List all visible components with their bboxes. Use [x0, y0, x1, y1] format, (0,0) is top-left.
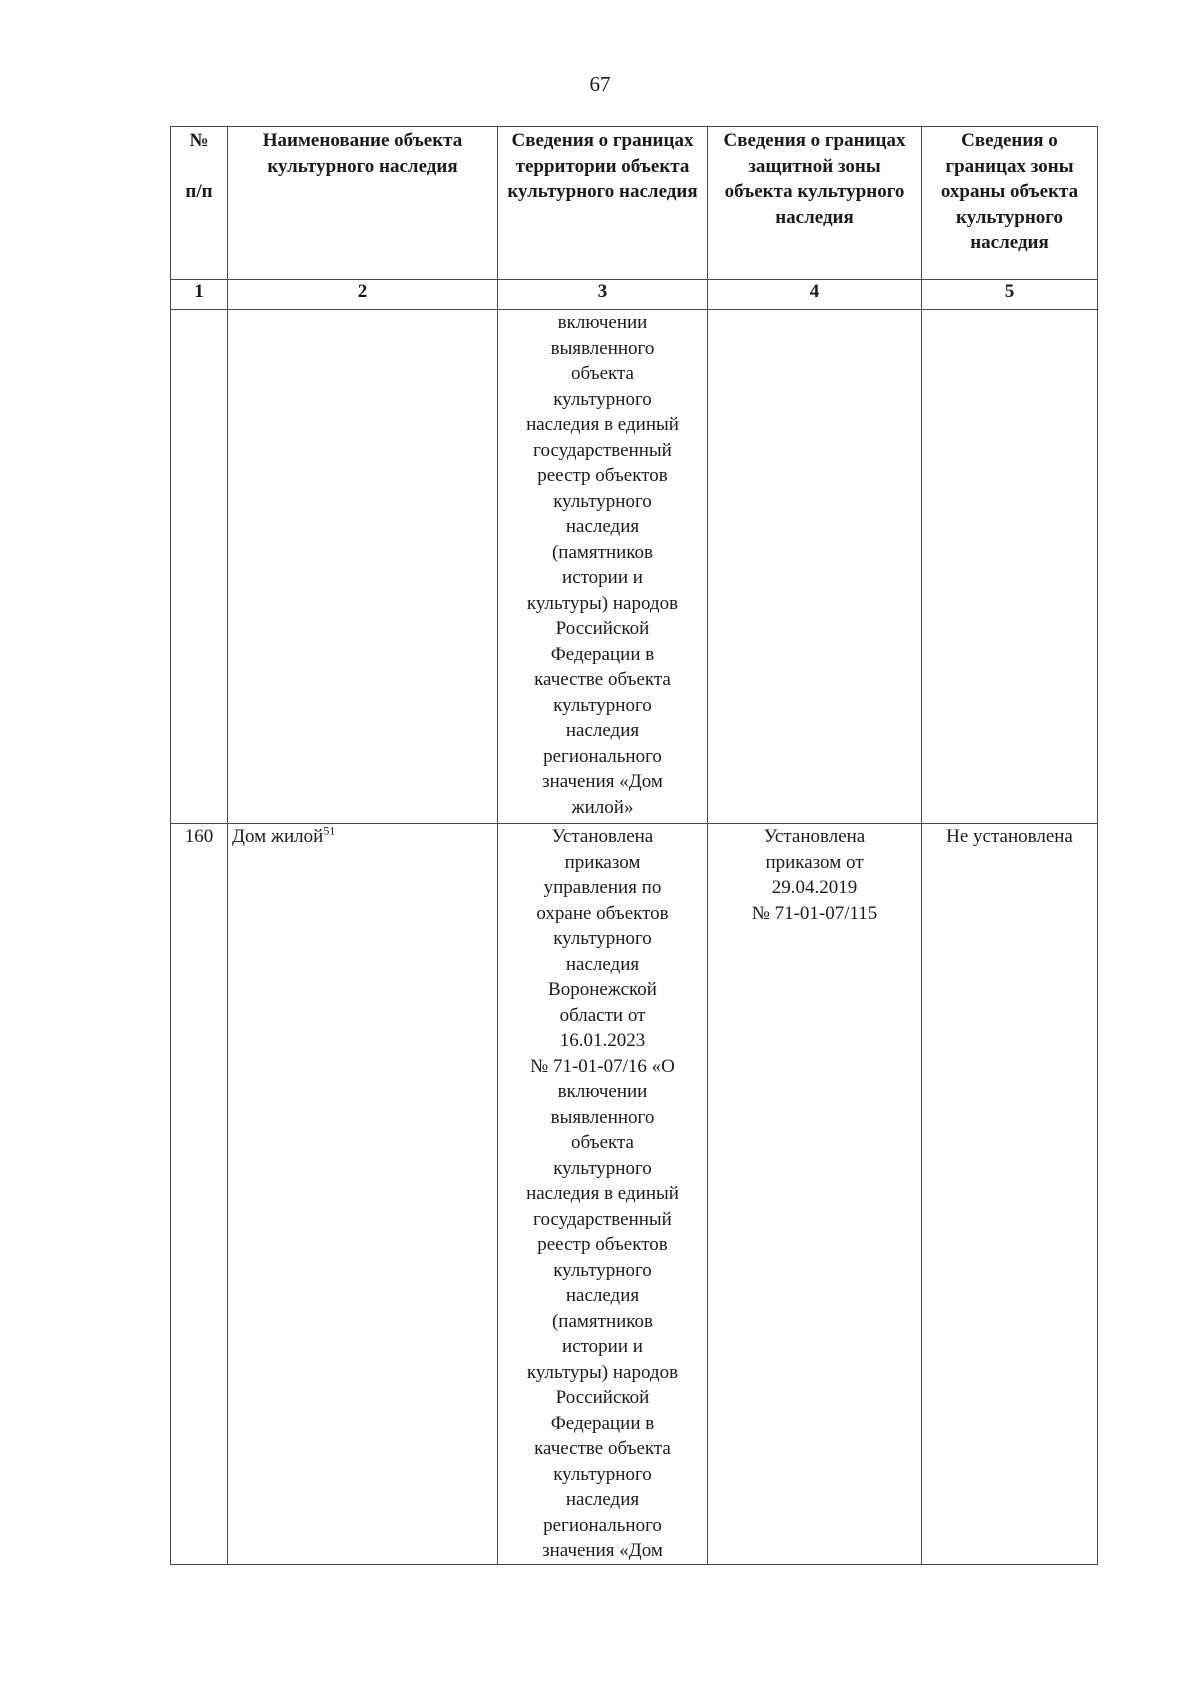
protective-zone-info	[708, 310, 922, 824]
object-name-cell	[228, 824, 498, 1565]
footnote-ref: 51	[323, 823, 336, 838]
table-header	[171, 127, 1098, 310]
table-row	[171, 310, 1098, 824]
header-col-territory: Сведения о границах территории объекта культурного наследия	[498, 127, 708, 280]
row-number: 160	[171, 824, 228, 1565]
heritage-objects-table	[170, 126, 1098, 1565]
territory-info: Установлена приказом управления по охране объектов культурного наследия Воронежской области от 16.01.2023 № 71-01-07/16 «О включении выявленного объекта культурного наследия в единый государственный реестр объектов культурного наследия (памятников истории и культуры) народов Российской Федерации в качестве объекта культурного наследия регионального значения «Дом	[498, 824, 708, 1565]
territory-info: включении выявленного объекта культурного наследия в единый государственный реестр объектов культурного наследия (памятников истории и культуры) народов Российской Федерации в качестве объекта культурного наследия регионального значения «Дом жилой»	[498, 310, 708, 824]
object-name	[228, 310, 498, 824]
header-col-protection-zone: Сведения о границах зоны охраны объекта культурного наследия	[922, 127, 1098, 280]
column-number-3: 3	[498, 280, 708, 310]
table-body	[171, 310, 1098, 1565]
header-col-name: Наименование объекта культурного наследия	[228, 127, 498, 280]
header-col-number	[171, 127, 228, 280]
object-name: Дом жилой	[232, 826, 324, 847]
page-number: 67	[589, 72, 611, 96]
protective-zone-info: Установлена приказом от 29.04.2019 № 71-01-07/115	[708, 824, 922, 1565]
table-row	[171, 824, 1098, 1565]
header-col-protective-zone: Сведения о границах защитной зоны объекта культурного наследия	[708, 127, 922, 280]
column-number-4: 4	[708, 280, 922, 310]
header-row	[171, 127, 1098, 280]
row-number	[171, 310, 228, 824]
protection-zone-info	[922, 310, 1098, 824]
column-number-5: 5	[922, 280, 1098, 310]
column-number-2: 2	[228, 280, 498, 310]
column-number-1: 1	[171, 280, 228, 310]
column-number-row	[171, 280, 1098, 310]
protection-zone-info: Не установлена	[922, 824, 1098, 1565]
header-number-abbr: п/п	[185, 181, 213, 202]
header-number-sign: №	[189, 130, 209, 151]
